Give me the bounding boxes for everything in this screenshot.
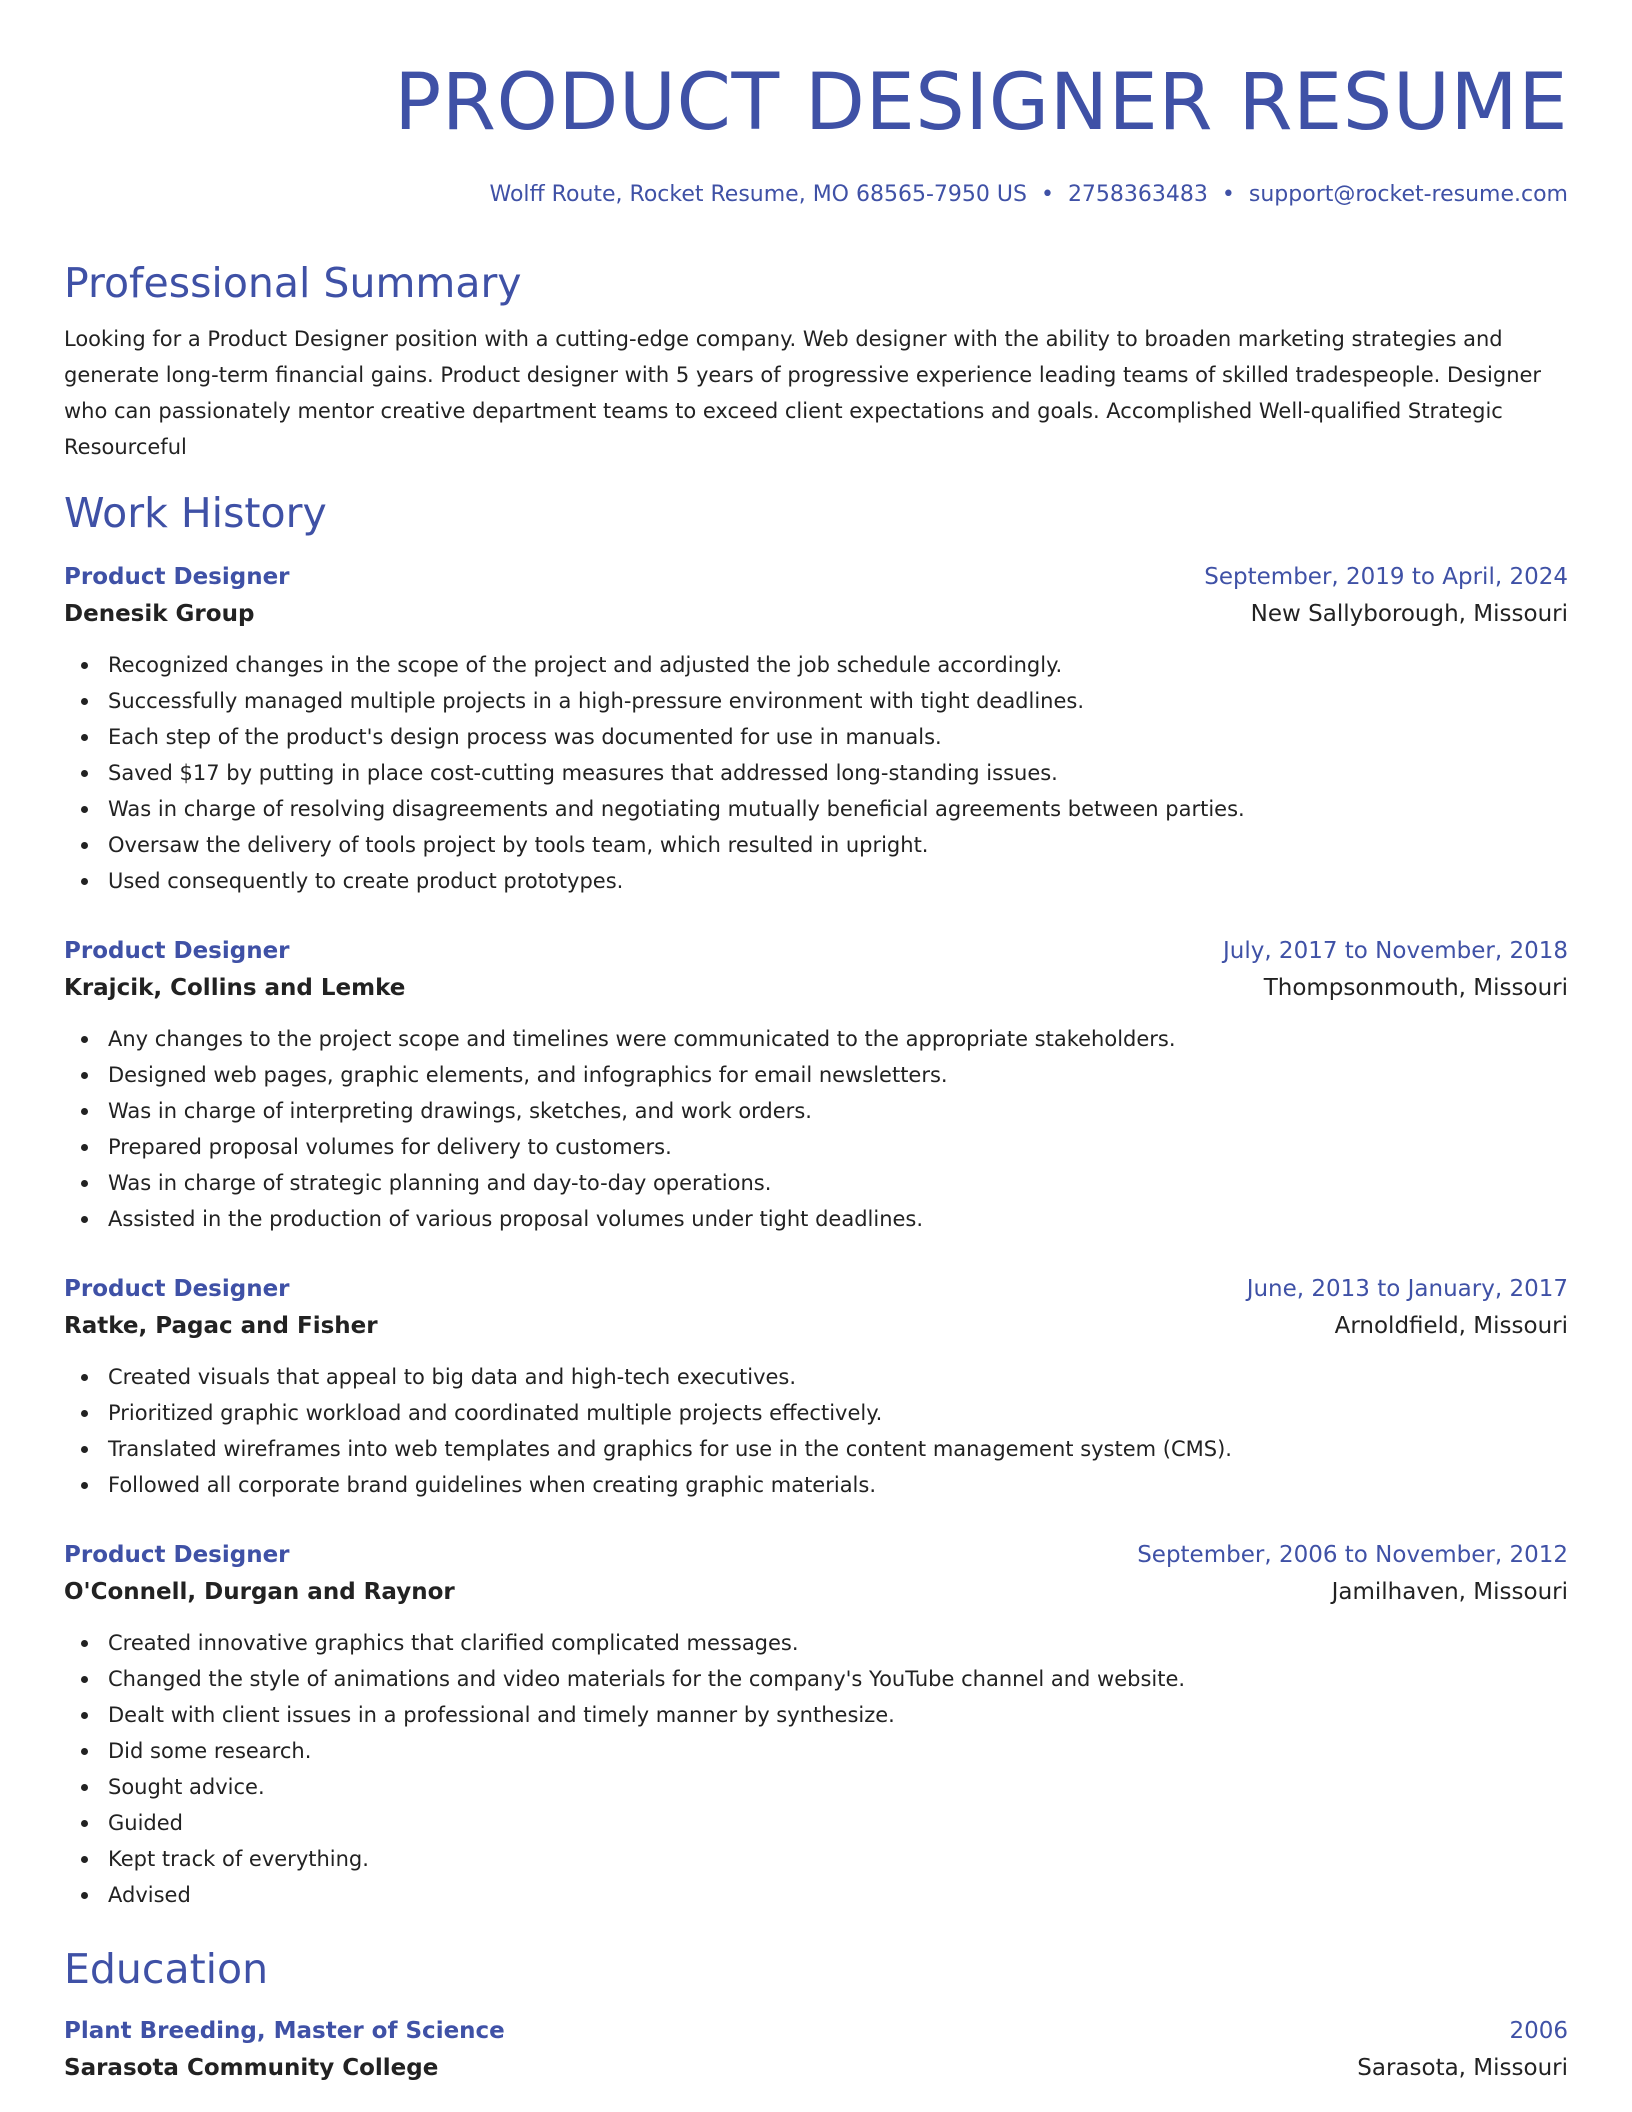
job-company-row — [64, 595, 1568, 633]
school-location: Sarasota, Missouri — [1357, 2055, 1568, 2081]
list-item: Translated wireframes into web templates and graphics for use in the content management system (CMS). — [108, 1431, 1568, 1467]
job-entry — [64, 1537, 1568, 1913]
education-school-row — [64, 2049, 1568, 2087]
list-item: Successfully managed multiple projects in a high-pressure environment with tight deadlines. — [108, 683, 1568, 719]
company-name: Ratke, Pagac and Fisher — [64, 1313, 378, 1339]
job-bullet-list — [64, 1359, 1568, 1503]
list-item: Did some research. — [108, 1733, 1568, 1769]
work-history-heading: Work History — [64, 489, 327, 537]
job-bullet-list — [64, 1625, 1568, 1913]
company-name: O'Connell, Durgan and Raynor — [64, 1579, 455, 1605]
contact-address: Wolff Route, Rocket Resume, MO 68565-7950 US — [489, 182, 1027, 207]
list-item: Recognized changes in the scope of the project and adjusted the job schedule accordingly. — [108, 647, 1568, 683]
job-location: Thompsonmouth, Missouri — [1263, 975, 1568, 1001]
contact-email: support@rocket-resume.com — [1248, 182, 1568, 207]
education-list — [64, 2013, 1568, 2087]
list-item: Prioritized graphic workload and coordinated multiple projects effectively. — [108, 1395, 1568, 1431]
list-item: Changed the style of animations and video materials for the company's YouTube channel and website. — [108, 1661, 1568, 1697]
list-item: Guided — [108, 1805, 1568, 1841]
job-bullet-list — [64, 647, 1568, 899]
job-entry — [64, 933, 1568, 1237]
list-item: Dealt with client issues in a professional and timely manner by synthesize. — [108, 1697, 1568, 1733]
job-header-row — [64, 1271, 1568, 1307]
list-item: Each step of the product's design process was documented for use in manuals. — [108, 719, 1568, 755]
job-entry — [64, 1271, 1568, 1503]
job-header-row — [64, 933, 1568, 969]
list-item: Any changes to the project scope and timelines were communicated to the appropriate stakeholders. — [108, 1021, 1568, 1057]
job-title: Product Designer — [64, 1276, 290, 1302]
job-company-row — [64, 1573, 1568, 1611]
company-name: Denesik Group — [64, 601, 255, 627]
list-item: Was in charge of strategic planning and day-to-day operations. — [108, 1165, 1568, 1201]
job-dates: July, 2017 to November, 2018 — [1222, 938, 1568, 964]
education-heading: Education — [64, 1945, 269, 1993]
work-history-list — [64, 559, 1568, 1913]
list-item: Created visuals that appeal to big data and high-tech executives. — [108, 1359, 1568, 1395]
education-header-row — [64, 2013, 1568, 2049]
list-item: Used consequently to create product prototypes. — [108, 863, 1568, 899]
company-name: Krajcik, Collins and Lemke — [64, 975, 406, 1001]
list-item: Was in charge of resolving disagreements and negotiating mutually beneficial agreements between parties. — [108, 791, 1568, 827]
job-location: New Sallyborough, Missouri — [1250, 601, 1568, 627]
job-company-row — [64, 1307, 1568, 1345]
list-item: Saved $17 by putting in place cost-cutting measures that addressed long-standing issues. — [108, 755, 1568, 791]
contact-separator: • — [1221, 182, 1235, 207]
resume-header — [64, 0, 1568, 207]
summary-text: Looking for a Product Designer position with a cutting-edge company. Web designer with the ability to broaden marketing strategies and generate long-term financial gains. Product designer with 5 years of progressive experience leading teams of skilled tradespeople. Designer who can passionately mentor creative department teams to exceed client expectations and goals. Accomplished Well-qualified Strategic Resourceful — [64, 327, 1542, 459]
job-header-row — [64, 559, 1568, 595]
job-location: Jamilhaven, Missouri — [1331, 1579, 1568, 1605]
graduation-year: 2006 — [1509, 2018, 1568, 2044]
job-dates: September, 2019 to April, 2024 — [1204, 564, 1568, 590]
job-bullet-list — [64, 1021, 1568, 1237]
job-title: Product Designer — [64, 1542, 290, 1568]
job-title: Product Designer — [64, 938, 290, 964]
job-location: Arnoldfield, Missouri — [1334, 1313, 1568, 1339]
list-item: Followed all corporate brand guidelines when creating graphic materials. — [108, 1467, 1568, 1503]
contact-phone: 2758363483 — [1067, 182, 1208, 207]
list-item: Assisted in the production of various proposal volumes under tight deadlines. — [108, 1201, 1568, 1237]
job-entry — [64, 559, 1568, 899]
degree: Plant Breeding, Master of Science — [64, 2018, 505, 2044]
job-company-row — [64, 969, 1568, 1007]
page-title: PRODUCT DESIGNER RESUME — [394, 58, 1568, 148]
list-item: Oversaw the delivery of tools project by tools team, which resulted in upright. — [108, 827, 1568, 863]
job-dates: June, 2013 to January, 2017 — [1246, 1276, 1568, 1302]
education-entry — [64, 2013, 1568, 2087]
list-item: Sought advice. — [108, 1769, 1568, 1805]
summary-heading: Professional Summary — [64, 259, 522, 307]
list-item: Created innovative graphics that clarified complicated messages. — [108, 1625, 1568, 1661]
list-item: Designed web pages, graphic elements, and infographics for email newsletters. — [108, 1057, 1568, 1093]
job-header-row — [64, 1537, 1568, 1573]
contact-separator: • — [1040, 182, 1054, 207]
list-item: Prepared proposal volumes for delivery to customers. — [108, 1129, 1568, 1165]
job-dates: September, 2006 to November, 2012 — [1137, 1542, 1568, 1568]
contact-line — [64, 182, 1568, 207]
job-title: Product Designer — [64, 564, 290, 590]
list-item: Advised — [108, 1877, 1568, 1913]
list-item: Was in charge of interpreting drawings, sketches, and work orders. — [108, 1093, 1568, 1129]
list-item: Kept track of everything. — [108, 1841, 1568, 1877]
school-name: Sarasota Community College — [64, 2055, 439, 2081]
